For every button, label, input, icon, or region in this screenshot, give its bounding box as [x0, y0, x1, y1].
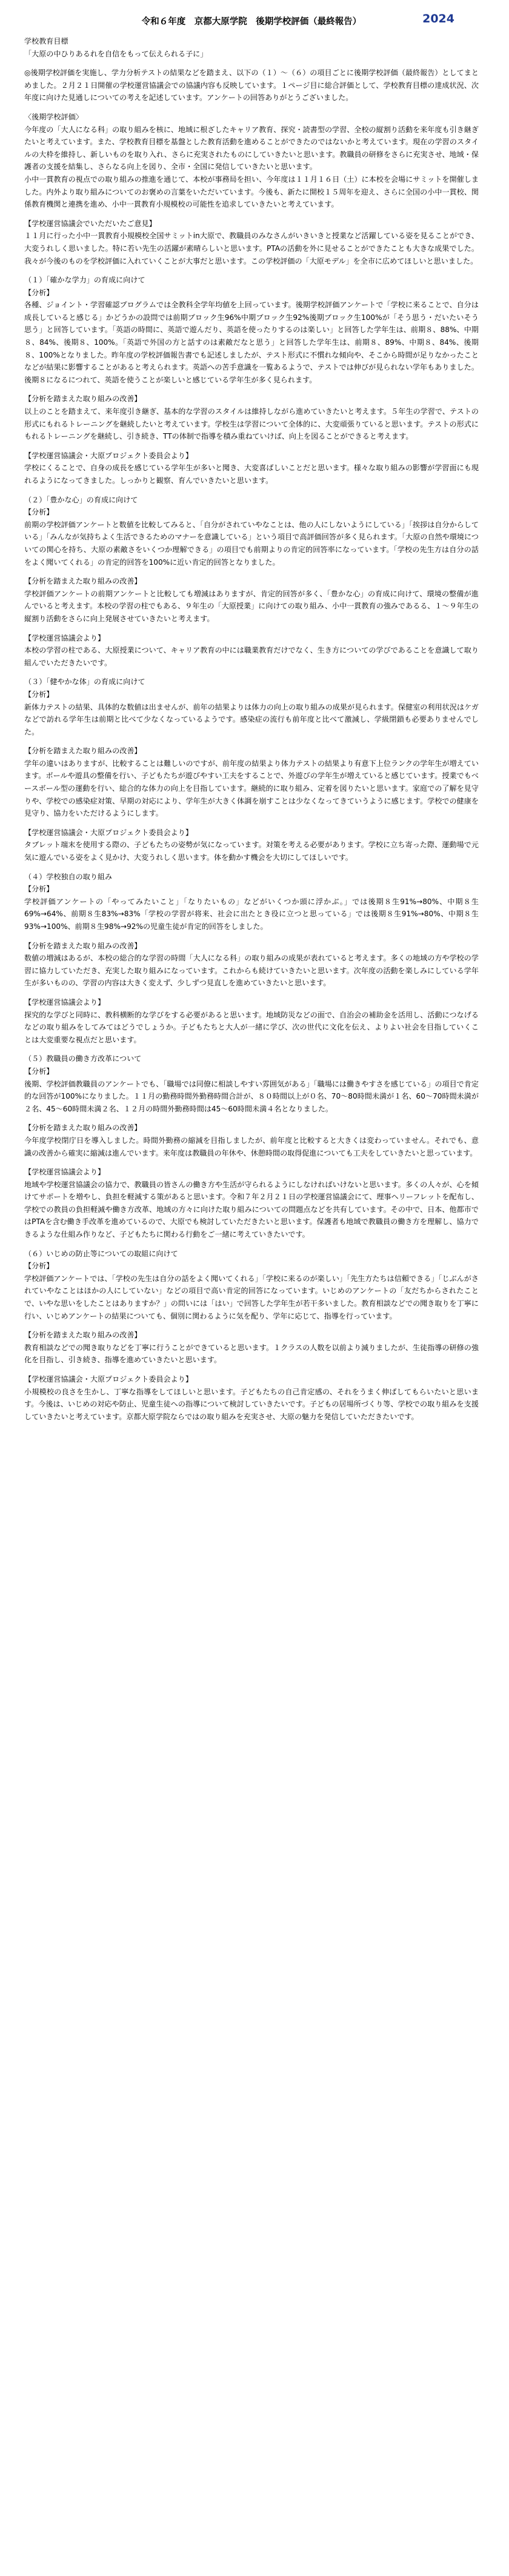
overall-body: 今年度の「大人になる科」の取り組みを核に、地域に根ざしたキャリア教育、探究・読書型の学習、全校の縦割り活動を来年度も引き継ぎたいと考えています。また、学校教育目標を基盤とした教育活動を進めることができたのではないかと考えています。現在の学習のスタイルの大枠を維持し、新しいものを取り入れ、さらに充実されたものにしていきたいと思います。教職員の研修をさらに充実させ、地域・保護者の支援を結集し、さらなる向上を図り、全市・全国に発信していきたいと思います。 小中一貫教育の視点での取り組みの推進を通じて、本校が事務局を担い、今年度は１１月１６日（土）に本校を会場にサミットを開催しました。内外より取り組みについてのお褒めの言葉をいただいています。今後も、新たに開校１５周年を迎え、さらに全国の小中一貫校、関係教育機関と連携を進め、小中一貫教育小規模校の可能性を追求していきたいと考えています。	[24, 125, 479, 209]
analysis-body: 新体力テストの結果、具体的な数値は出ませんが、前年の結果よりは体力の向上の取り組みの成果が見られます。保健室の利用状況はケガなどで訪れる学年生は前期と比べて少なくなっているようです。感染症の流行も前年度と比べて激減し、学級閉鎖も必要ありませんでした。	[24, 702, 479, 736]
council-body: １１月に行った小中一貫教育小規模校全国サミットin大原で、教職員のみなさんがいきいきと授業など活躍している姿を見ることができ、大変うれしく思いました。特に若い先生の活躍が素晴らしいと思います。PTAの活動を外に見せることができたことも大きな成果でした。我々が今後のものを学校評価に入れていくことが大事だと思います。この学校評価の「大原モデル」を全市に広めてほしいと思いました。	[24, 231, 479, 265]
section-bullying-prevention	[24, 1248, 479, 1423]
council-body: 探究的な学びと同時に、教科横断的な学びをする必要があると思います。地域防災などの面で、自治会の補助金を活用し、活動につなげるなどの取り組みをしてみてはどうでしょうか。子どもたちと大人が一緒に学び、次の世代に文化を伝え、よりよい社会を目指していくことは大変重要な視点だと思います。	[24, 1010, 479, 1044]
overall-heading: 〈後期学校評価〉	[24, 112, 83, 121]
section-heading: （３）「健やかな体」の育成に向けて	[24, 677, 145, 687]
report-year: 2024	[422, 12, 454, 25]
plan-body: 以上のことを踏まえて、来年度引き継ぎ、基本的な学習のスタイルは維持しながら進めていきたいと考えます。５年生の学習で、テストの形式にもれるトレーニングを継続したいと考えています。学校生は学習について全体的に、大変頑張りていると思います。テストの形式にもれるトレーニングを継続し、引き続き、TTの体制で指導を積み重ねていけば、向上を図ることができると考えます。	[24, 407, 479, 441]
analysis-body: 後期、学校評価教職員のアンケートでも、「職場では同僚に相談しやすい雰囲気がある」「職場には働きやすさを感じている」の項目で肯定的な回答が100%になりました。１１月の勤務時間外勤務時間合計が、８０時間以上が０名、70～80時間未満が１名、60～70時間未満が２名、45～60時間未満２名、１２月の時間外勤務時間は45～60時間未満４名となりました。	[24, 1079, 479, 1113]
plan-body: 今年度学校閉庁日を導入しました。時間外勤務の縮減を目指しましたが、前年度と比較すると大きくは変わっていません。それでも、意識の改善から確実に縮減は進んでいます。来年度は教職員の年休や、休憩時間の取得促進についても工夫をしていきたいと思っています。	[24, 1136, 479, 1157]
council-label: 【学校運営協議会・大原プロジェクト委員会より】	[24, 1375, 193, 1383]
plan-body: 教育相談などでの聞き取りなどを丁寧に行うことができていると思います。１クラスの人数を以前より減りましたが、生徒指導の研修の強化を目指し、引き続き、指導を進めていきたいと思います。	[24, 1343, 479, 1365]
section-health	[24, 676, 479, 864]
goal-heading: 学校教育目標	[24, 37, 68, 45]
analysis-label: 【分析】	[24, 1067, 54, 1076]
intro-section	[24, 35, 479, 104]
section-unique-initiatives	[24, 871, 479, 1047]
council-label: 【学校運営協議会・大原プロジェクト委員会より】	[24, 828, 193, 837]
analysis-body: 前期の学校評価アンケートと数値を比較してみると、「自分がされていやなことは、他の人にしないようにしている」「挨拶は自分からしている」「みんなが気持ちよく生活できるためのマナーを意識している」という項目で高評価回答が多く見られます。「大原の自然や環境についての関心を持ち、大原の素敵さをいくつか理解できる」の項目でも前期よりの肯定的回答率になっています。「学校の先生方は自分の話をよく聞いてくれる」の肯定的回答を100%に近い肯定的回答となりました。	[24, 520, 479, 567]
plan-label: 【分析を踏まえた取り組みの改善】	[24, 577, 142, 586]
plan-body: 数値の増減はあるが、本校の総合的な学習の時間「大人になる科」の取り組みの成果が表れていると考えます。多くの地域の方や学校の学習に協力していただき、充実した取り組みになっています。これからも続けていきたいと思います。次年度の活動を楽しみにしている学年生が多いものの、学習の内容は大きく変えず、少しずつ見直しを進めていきたいと思います。	[24, 954, 479, 988]
council-body: 本校の学習の柱である、大原授業について、キャリア教育の中には職業教育だけでなく、生き方についての学びであることを意識して取り組んでいただきたいです。	[24, 646, 479, 667]
plan-label: 【分析を踏まえた取り組みの改善】	[24, 941, 142, 950]
council-body: タブレット端末を使用する際の、子どもたちの姿勢が気になっています。対策を考える必要があります。学校に立ち寄った際、運動場で元気に遊んでいる姿をよく見かけ、大変うれしく思います。体を動かす機会を大切にしてほしいです。	[24, 840, 479, 862]
section-work-style	[24, 1053, 479, 1240]
council-opinion-section	[24, 218, 479, 267]
analysis-label: 【分析】	[24, 1262, 54, 1271]
report-title: 令和６年度 京都大原学院 後期学校評価（最終報告）	[141, 17, 362, 27]
analysis-label: 【分析】	[24, 885, 54, 894]
plan-label: 【分析を踏まえた取り組みの改善】	[24, 1123, 142, 1133]
council-body: 地域や学校運営協議会の協力で、教職員の皆さんの働き方や生活が守られるようにしなければいけないと思います。多くの人々が、心を傾けてサポートを増やし、負担を軽減する策があると思います。令和７年２月２１日の学校運営協議会にて、理事ヘリーフレットを配布し、学校での教員の負担軽減や働き方改革、地域の方々に向けた取り組みについての問題点などを共有しています。その中で、日本、他都市ではPTAを含む働き手改革を進めているので、大原でも検討していただきたいと思います。保護者も地域で教職員の働き方を理解し、協力できるような仕組み作りなど、子どもたちに関わる行動をご一緒に考えていきたいです。	[24, 1180, 479, 1239]
report-header	[24, 12, 479, 29]
plan-body: 学校評価アンケートの前期アンケートと比較しても増減はありますが、肯定的回答が多く、「豊かな心」の育成に向けて、環境の整備が進んでいると考えます。本校の学習の柱でもある、９年生の「大原授業」に向けての取り組み、小中一貫教育の強みであるる、１～９年生の縦割り活動をさらに向上発展させていきたいと考えます。	[24, 589, 479, 623]
analysis-label: 【分析】	[24, 690, 54, 699]
section-academic	[24, 274, 479, 487]
section-heart	[24, 494, 479, 670]
section-heading: （５）教職員の働き方改革について	[24, 1054, 142, 1063]
council-body: 学校にくることで、自身の成長を感じている学年生が多いと聞き、大変喜ばしいことだと思います。様々な取り組みの影響が学習面にも現れるようになってきました。しっかりと観察、育んでいきたいと思います。	[24, 464, 479, 485]
analysis-label: 【分析】	[24, 288, 54, 297]
goal-motto: 「大原の中ひりあるれを自信をもって伝えられる子に」	[24, 49, 208, 58]
section-heading: （２）「豊かな心」の育成に向けて	[24, 495, 138, 504]
council-label: 【学校運営協議会より】	[24, 1168, 105, 1177]
plan-label: 【分析を踏まえた取り組みの改善】	[24, 394, 142, 404]
section-heading: （４）学校独自の取り組み	[24, 872, 113, 881]
council-label: 【学校運営協議会・大原プロジェクト委員会より】	[24, 451, 193, 460]
plan-body: 学年の違いはありますが、比較することは難しいのですが、前年度の結果より体力テストの結果より有意下上位ランクの学年生が増えています。ボールや遊具の整備を行い、子どもたちが遊びやすい工夫をすることで、外遊びの学年生が増えていると感じています。授業でもベースボール型の運動を行い、総合的な体力の向上を目指しています。継続的に取り組み、定着を図りたいと思います。家庭での了解を見守りや、学校での感染症対策、早期の対応により、学年生が大きく体調を崩すことは少なくなってきていうように感じます。学校での健康を見守り、協力をいただけるようにします。	[24, 759, 479, 818]
plan-label: 【分析を踏まえた取り組みの改善】	[24, 1331, 142, 1340]
council-label: 【学校運営協議会より】	[24, 997, 105, 1007]
overall-section	[24, 111, 479, 211]
council-label: 【学校運営協議会より】	[24, 633, 105, 642]
intro-paragraph: ◎後期学校評価を実施し、学力分析テストの結果などを踏まえ、以下の（１）～（６）の項目ごとに後期学校評価（最終報告）としてまとめました。２月２１日開催の学校運営協議会での協議内容も反映しています。１ページ目に総合評価として、学校教育目標の達成状況、次年度に向けた見通しについての考えを記述しています。アンケートの回答ありがとうございました。	[24, 68, 479, 102]
council-body: 小規模校の良さを生かし、丁寧な指導をしてほしいと思います。子どもたちの自己肯定感の、それをうまく伸ばしてもらいたいと思います。今後は、いじめの対応や防止、児童生徒への指導について検討していきたいです。子どもの居場所づくり等、学校での取り組みを支援していきたいと考えています。京都大原学院ならではの取り組みを充実させ、大原の魅力を発信していただきたいです。	[24, 1387, 479, 1421]
analysis-body: 学校評価アンケートでは、「学校の先生は自分の話をよく聞いてくれる」「学校に来るのが楽しい」「先生方たちは信頼できる」「じぶんがされていやなことはほかの人にしていない」などの項目で高い肯定的回答になっています。いじめのアンケートの「友だちからされたことで、いやな思いをしたことはありますか？」の問いには「はい」で回答した学年生が若干多いました。教育相談などでの聞き取りを丁寧に行い、いじめアンケートの結果についても、個別に関わるように気を配り、学年に応じて、指導を行っています。	[24, 1274, 479, 1320]
council-heading: 【学校運営協議会でいただいたご意見】	[24, 219, 156, 228]
section-heading: （１）「確かな学力」の育成に向けて	[24, 276, 145, 285]
analysis-label: 【分析】	[24, 508, 54, 517]
analysis-body: 学校評価アンケートの「やってみたいこと」「なりたいもの」などがいくつか頭に浮かぶ。」では後期８生91%→80%、中期８生69%→64%、前期８生83%→83%「学校の学習が将来、社会に出たとき役に立つと思っている」では後期８生91%→80%、中期８生93%→100%、前期８生98%→92%の児童生徒が肯定的回答をしました。	[24, 897, 479, 931]
section-heading: （６）いじめの防止等についての取組に向けて	[24, 1249, 178, 1258]
analysis-body: 各種、ジョイント・学習確認プログラムでは全教科全学年均値を上回っています。後期学校評価アンケートで「学校に来ることで、自分は成長していると感じる」かどうかの設問では前期ブロック生96%中期ブロック生92%後期ブロック生100%が「そう思う・だいたいそう思う」と回答しています。「英語の時間に、英語で遊んだり、英語を使ったりするのは楽しい」と回答した学年生は、前期８、88%、中期８、84%、後期８、100%。「英語で外国の方と話すのは素敵だなと思う」と回答した学年生は、前期８、89%、中期８、84%、後期８、100%となりました。昨年度の学校評価報告書でも記述しましたが、テスト形式に不慣れな傾向や、そこから時間が足りなかったことなどが結果に影響することがあると考えられます。英語への苦手意識を一覧あるようで、テストでは伸びが見られない学年もありました。後期８になるにつれて、英語を使うことが楽しいと感じている学年生が多く見られます。	[24, 301, 479, 384]
plan-label: 【分析を踏まえた取り組みの改善】	[24, 747, 142, 756]
